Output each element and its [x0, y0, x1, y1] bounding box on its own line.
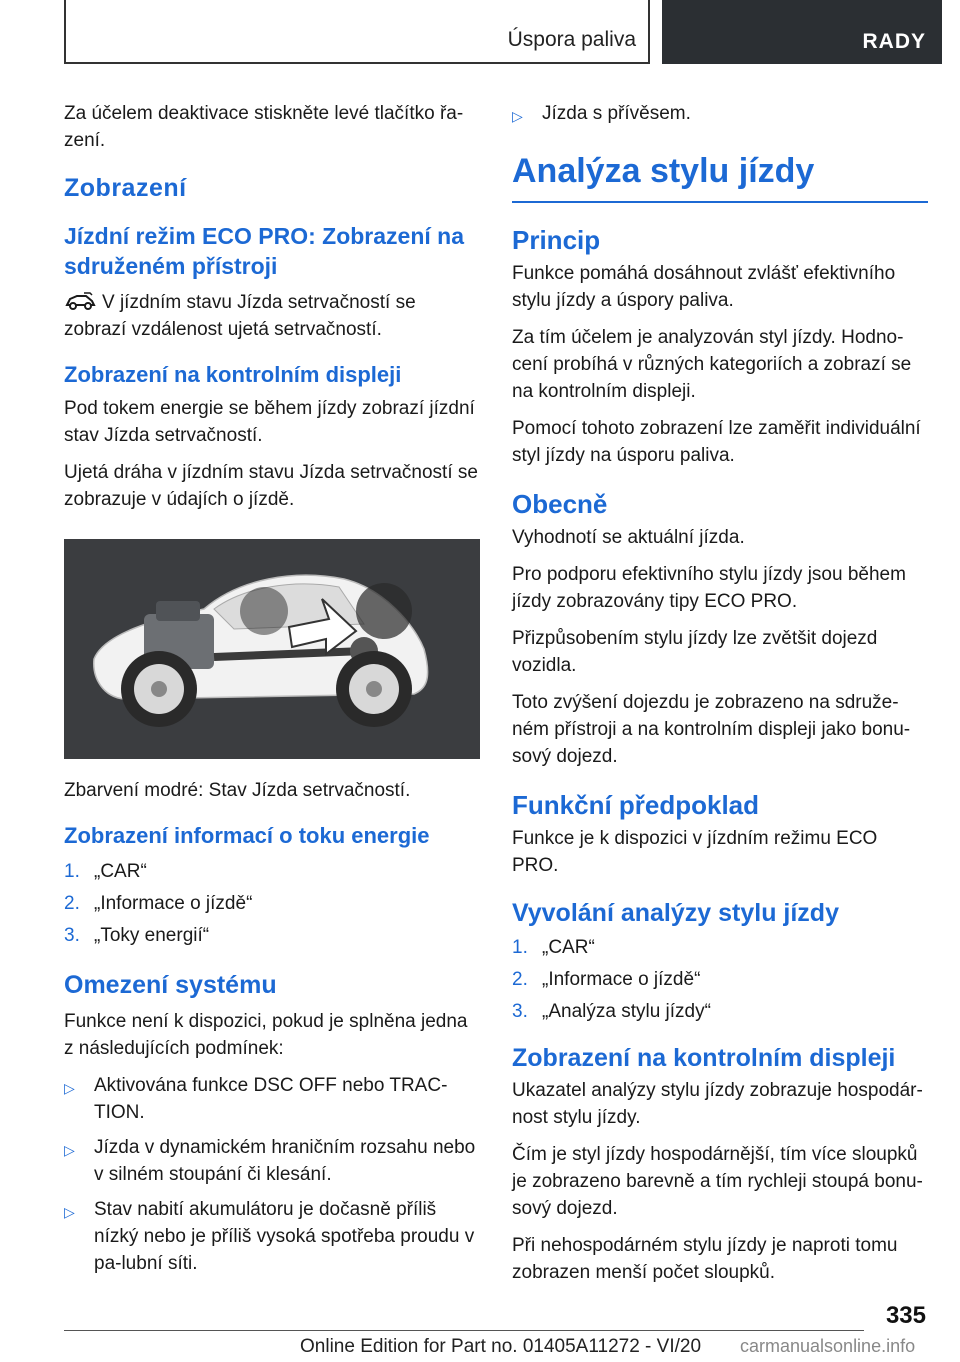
footer-watermark: carmanualsonline.info: [740, 1336, 916, 1356]
obecne-paragraph-2: Pro podporu efektivního stylu jízdy jsou během jízdy zobrazovány tipy ECO PRO.: [512, 564, 906, 612]
limits-list: [64, 1072, 480, 1277]
coasting-car-icon: [64, 291, 96, 311]
heading-predpoklad: Funkční předpoklad: [512, 790, 760, 820]
header-rule-left: [64, 0, 66, 64]
triangle-bullet-icon: ▷: [512, 108, 523, 124]
display-right-paragraph-3: Při nehospodárném stylu jízdy je naproti tomu zobrazen menší počet sloupků.: [512, 1235, 898, 1283]
footer-rule: [64, 1330, 864, 1331]
display-paragraph-1: Pod tokem energie se během jízdy zobrazí jízdní stav Jízda setrvačností.: [64, 398, 475, 446]
left-column: [64, 100, 480, 1285]
list-item: 1. „CAR“: [512, 937, 595, 958]
eco-text: V jízdním stavu Jízda setrvačností se zobrazí vzdálenost ujetá setrvačností.: [64, 292, 416, 340]
intro-paragraph: Za účelem deaktivace stiskněte levé tlačítko řa-zení.: [64, 103, 464, 151]
right-column: [512, 100, 928, 1296]
heading-obecne: Obecně: [512, 489, 608, 519]
list-item: ▷ Aktivována funkce DSC OFF nebo TRAC-TION.: [64, 1072, 480, 1126]
predpoklad-paragraph: Funkce je k dispozici v jízdním režimu ECO PRO.: [512, 828, 878, 876]
footer-edition: Online Edition for Part no. 01405A11272 - VI/20: [300, 1336, 702, 1357]
list-item: 2. „Informace o jízdě“: [64, 893, 253, 914]
limits-intro: Funkce není k dispozici, pokud je splněna jedna z následujících podmínek:: [64, 1011, 468, 1059]
obecne-paragraph-3: Přizpůsobením stylu jízdy lze zvětšit dojezd vozidla.: [512, 628, 878, 676]
header-chapter-label: RADY: [862, 30, 926, 53]
heading-vyvolani: Vyvolání analýzy stylu jízdy: [512, 899, 839, 927]
list-item: ▷ Stav nabití akumulátoru je dočasně příliš nízký nebo je příliš vysoká spotřeba proudu v pa-lubní síti.: [64, 1196, 480, 1277]
list-item: ▷ Jízda s přívěsem.: [512, 100, 928, 130]
eco-paragraph: [64, 289, 480, 343]
obecne-paragraph-1: Vyhodnotí se aktuální jízda.: [512, 527, 745, 548]
display-paragraph-2: Ujetá dráha v jízdním stavu Jízda setrvačností se zobrazuje v údajích o jízdě.: [64, 462, 478, 510]
princip-paragraph-1: Funkce pomáhá dosáhnout zvlášť efektivního stylu jízdy a úspory paliva.: [512, 263, 896, 311]
heading-energy-flow: Zobrazení informací o toku energie: [64, 823, 430, 848]
princip-paragraph-3: Pomocí tohoto zobrazení lze zaměřit individuální styl jízdy na úsporu paliva.: [512, 418, 921, 466]
list-item: 3. „Toky energií“: [64, 925, 210, 946]
display-right-paragraph-2: Čím je styl jízdy hospodárnější, tím více sloupků je zobrazeno barevně a tím rychleji stoupá bonu-sový dojezd.: [512, 1144, 923, 1219]
page-number: 335: [885, 1302, 926, 1329]
figure-caption: Zbarvení modré: Stav Jízda setrvačností.: [64, 780, 411, 801]
triangle-bullet-icon: ▷: [64, 1142, 75, 1158]
heading-eco-pro: Jízdní režim ECO PRO: Zobrazení na sdruženém přístroji: [64, 223, 465, 279]
list-item: 1. „CAR“: [64, 861, 147, 882]
continued-list: [512, 100, 928, 130]
obecne-paragraph-4: Toto zvýšení dojezdu je zobrazeno na sdruže-ném přístroji a na kontrolním displeji jako bonu-sový dojezd.: [512, 692, 911, 767]
car-illustration: [64, 539, 480, 759]
triangle-bullet-icon: ▷: [64, 1204, 75, 1220]
triangle-bullet-icon: ▷: [64, 1080, 75, 1096]
heading-princip: Princip: [512, 225, 601, 255]
car-drivetrain-figure: [64, 539, 480, 759]
display-right-paragraph-1: Ukazatel analýzy stylu jízdy zobrazuje hospodár-nost stylu jízdy.: [512, 1080, 923, 1128]
header-rule-mid: [648, 0, 650, 64]
vyvolani-steps: [512, 932, 928, 1028]
heading-zobrazeni: Zobrazení: [64, 174, 187, 202]
header-section-title: Úspora paliva: [507, 28, 636, 51]
list-item: ▷ Jízda v dynamickém hraničním rozsahu nebo v silném stoupání či klesání.: [64, 1134, 480, 1188]
list-item: 2. „Informace o jízdě“: [512, 969, 701, 990]
list-item: 3. „Analýza stylu jízdy“: [512, 1001, 711, 1022]
heading-control-display: Zobrazení na kontrolním displeji: [64, 362, 402, 387]
heading-control-display-right: Zobrazení na kontrolním displeji: [512, 1044, 896, 1072]
heading-system-limits: Omezení systému: [64, 971, 277, 999]
heading-driving-style-analysis: Analýza stylu jízdy: [512, 152, 928, 203]
princip-paragraph-2: Za tím účelem je analyzován styl jízdy. Hodno-cení probíhá v různých kategoriích a zobrazí se na kontrolním displeji.: [512, 327, 912, 402]
header-chapter-tab: [662, 0, 942, 64]
header-rule-bottom: [64, 62, 650, 64]
energy-flow-steps: [64, 856, 480, 952]
